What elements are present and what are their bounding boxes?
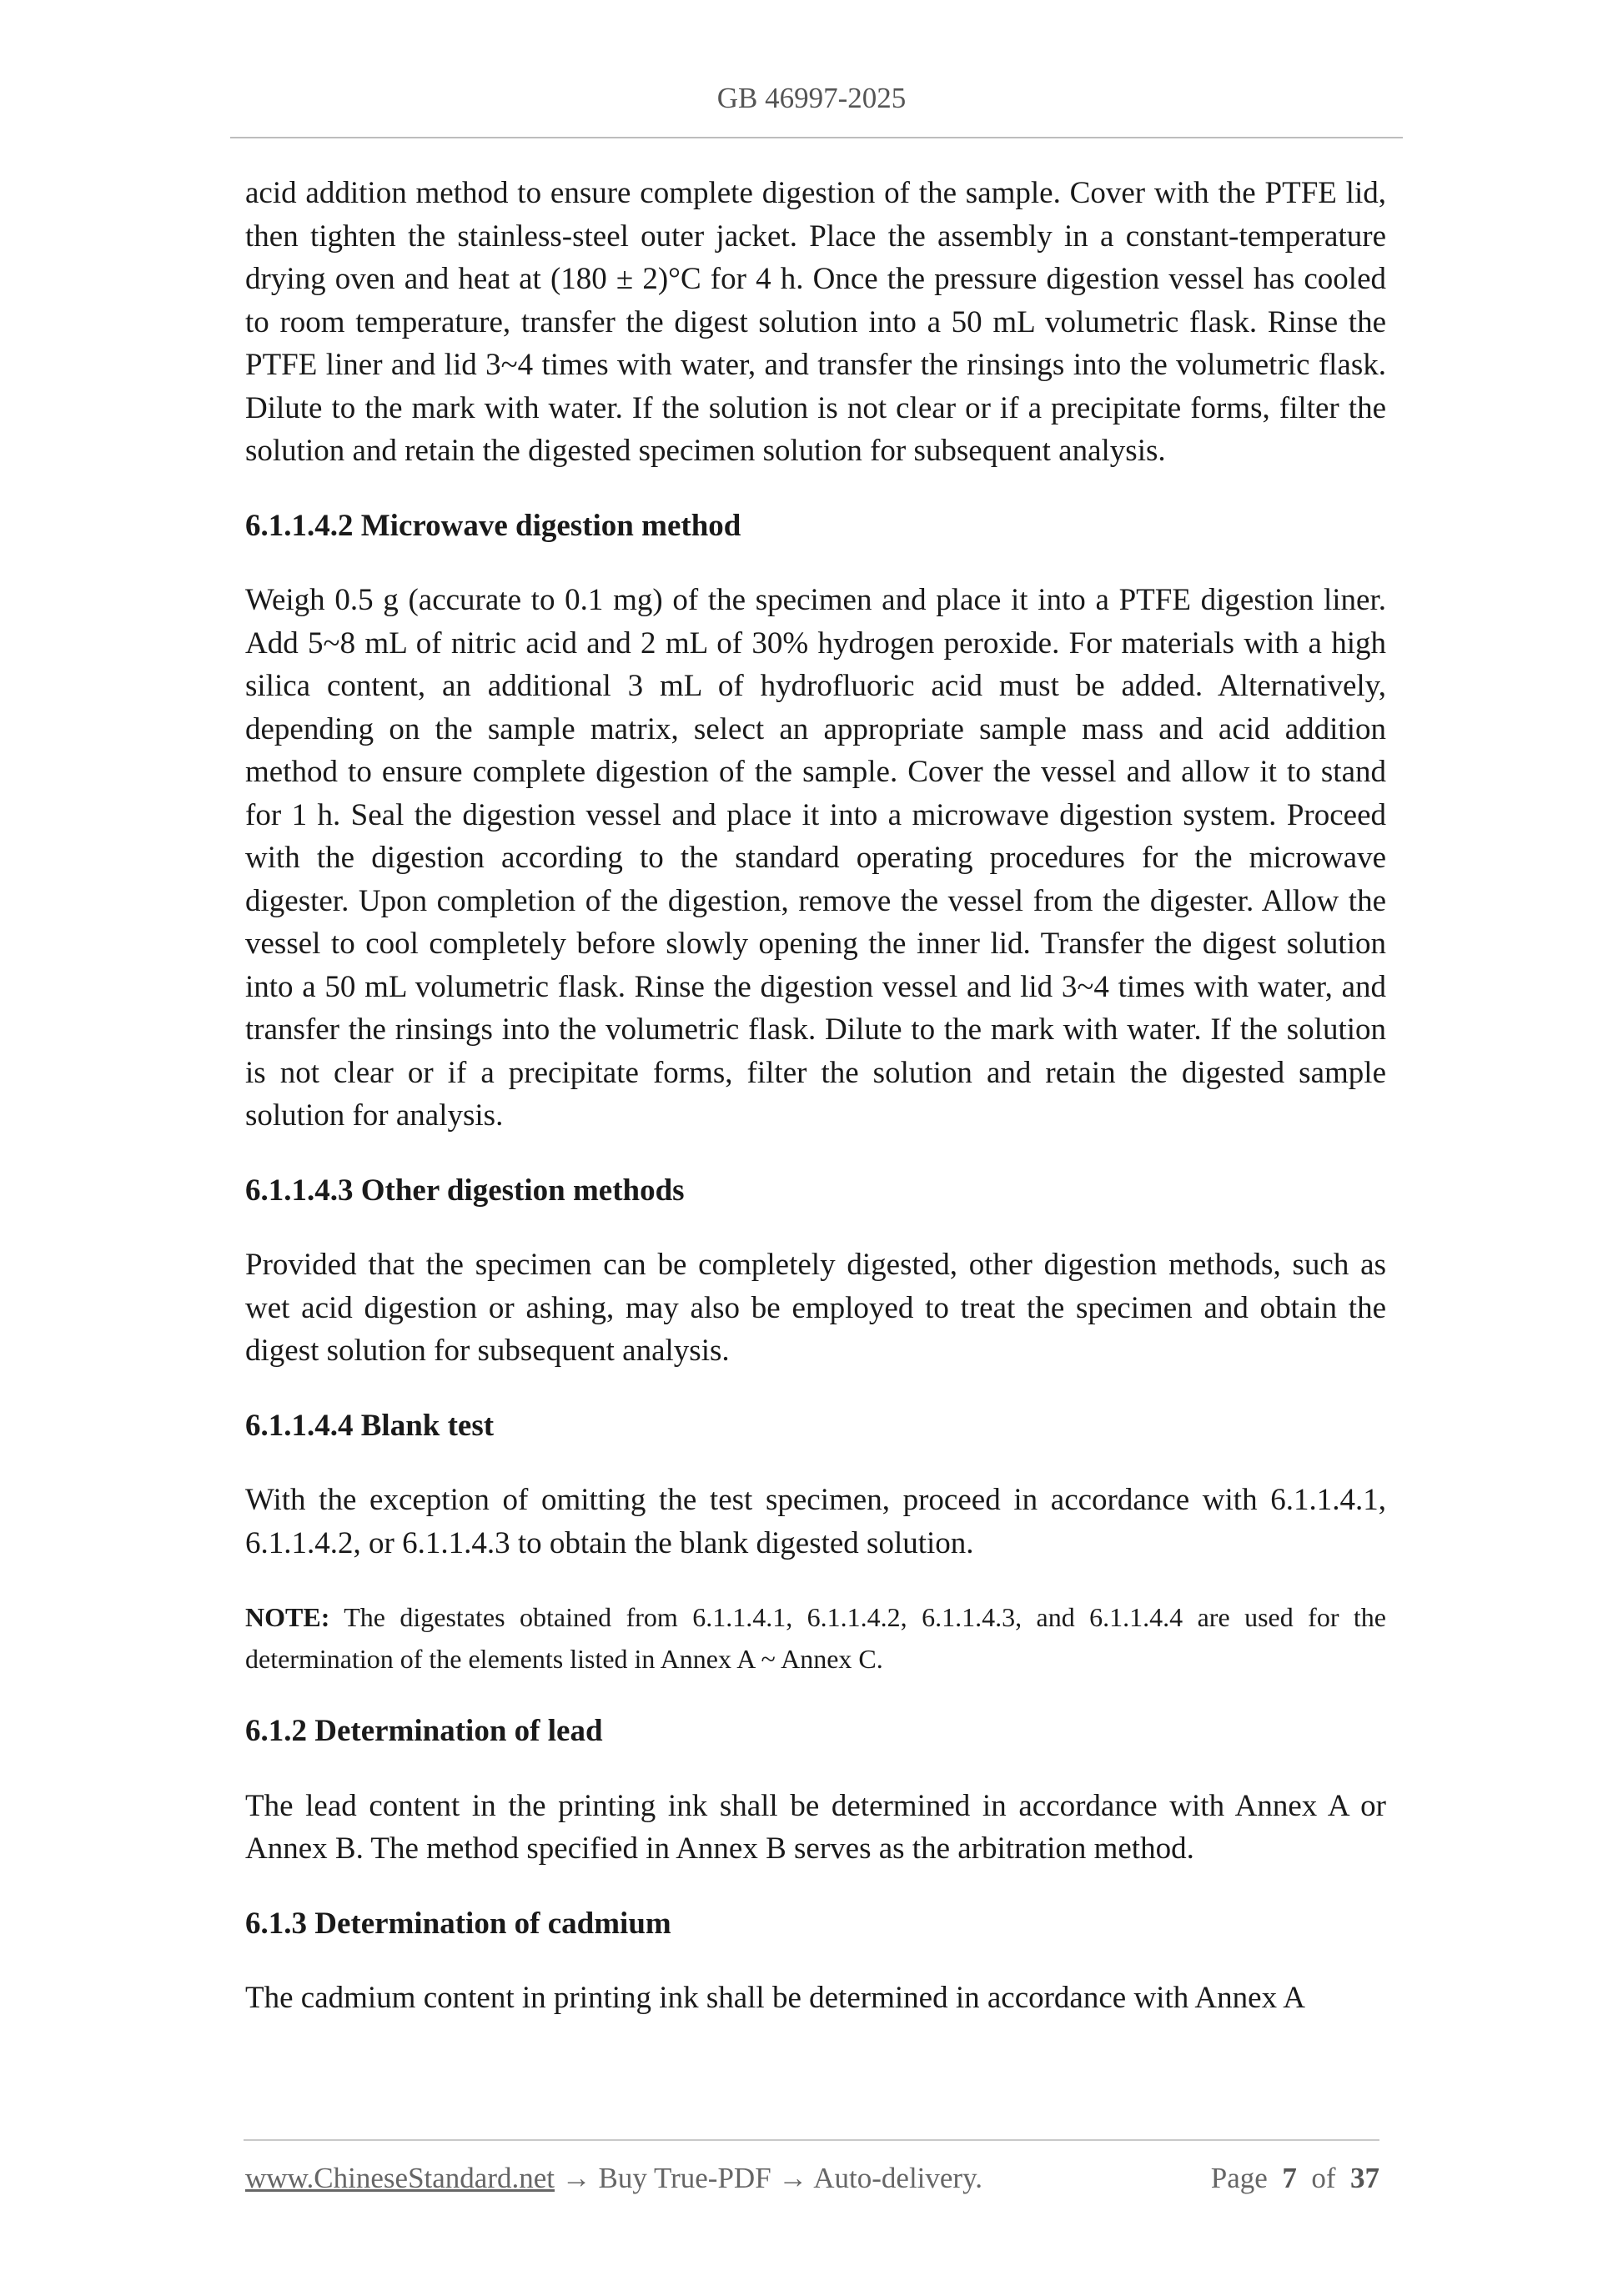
page-current: 7 (1282, 2162, 1297, 2194)
paragraph-lead: The lead content in the printing ink shall be determined in accordance with Annex A or Annex B. The method specified in Annex B serves as the arbitration method. (245, 1788, 1386, 1866)
document-code: GB 46997-2025 (716, 82, 907, 114)
paragraph-blank-test: With the exception of omitting the test specimen, proceed in accordance with 6.1.1.4.1, 6.1.1.4.2, or 6.1.1.4.3 to obtain the blank digested solution. (245, 1483, 1386, 1560)
paragraph-cadmium: The cadmium content in printing ink shall be determined in accordance with Annex A (245, 1981, 1306, 2015)
note-label: NOTE: (245, 1602, 330, 1632)
paragraph-pressure-digestion-cont: acid addition method to ensure complete digestion of the sample. Cover with the PTFE lid, then tighten the stainless-steel outer jacket. Place the assembly in a constant-temperature drying oven and heat at (180 ± 2)°C for 4 h. Once the pressure digestion vessel has cooled to room temperature, transfer the digest solution into a 50 mL volumetric flask. Rinse the PTFE liner and lid 3~4 times with water, and transfer the rinsings into the volumetric flask. Dilute to the mark with water. If the solution is not clear or if a precipitate forms, filter the solution and retain the digested specimen solution for subsequent analysis. (245, 176, 1386, 468)
buy-pdf-text: Buy True-PDF (598, 2162, 771, 2194)
site-link[interactable]: www.ChineseStandard.net (245, 2162, 555, 2194)
footer-divider (244, 2139, 1379, 2141)
auto-delivery-text: Auto-delivery. (813, 2162, 983, 2194)
header-divider (230, 137, 1403, 138)
page-label: Page (1210, 2162, 1268, 2194)
heading-microwave-digestion: 6.1.1.4.2 Microwave digestion method (245, 508, 741, 543)
page-of: of (1311, 2162, 1336, 2194)
footer-promo (245, 2158, 982, 2198)
arrow-icon: → (778, 2162, 808, 2194)
arrow-icon: → (561, 2162, 591, 2194)
note-text: The digestates obtained from 6.1.1.4.1, 6.1.1.4.2, 6.1.1.4.3, and 6.1.1.4.4 are used for the determination of the elements listed in Annex A ~ Annex C. (245, 1602, 1387, 1674)
page-total: 37 (1350, 2162, 1379, 2194)
page-content (245, 172, 1386, 2020)
heading-blank-test: 6.1.1.4.4 Blank test (245, 1408, 495, 1443)
heading-other-digestion: 6.1.1.4.3 Other digestion methods (245, 1173, 685, 1208)
page-footer (245, 2158, 1379, 2198)
paragraph-microwave-digestion: Weigh 0.5 g (accurate to 0.1 mg) of the specimen and place it into a PTFE digestion liner. Add 5~8 mL of nitric acid and 2 mL of 30% hydrogen peroxide. For materials with a high silica content, an additional 3 mL of hydrofluoric acid must be added. Alternatively, depending on the sample matrix, select an appropriate sample mass and acid addition method to ensure complete digestion of the sample. Cover the vessel and allow it to stand for 1 h. Seal the digestion vessel and place it into a microwave digestion system. Proceed with the digestion according to the standard operating procedures for the microwave digester. Upon completion of the digestion, remove the vessel from the digester. Allow the vessel to cool completely before slowly opening the inner lid. Transfer the digest solution into a 50 mL volumetric flask. Rinse the digestion vessel and lid 3~4 times with water, and transfer the rinsings into the volumetric flask. Dilute to the mark with water. If the solution is not clear or if a precipitate forms, filter the solution and retain the digested sample solution for analysis. (245, 583, 1386, 1133)
note (245, 1596, 1386, 1680)
heading-cadmium: 6.1.3 Determination of cadmium (245, 1906, 671, 1941)
heading-lead: 6.1.2 Determination of lead (245, 1714, 603, 1748)
paragraph-other-digestion: Provided that the specimen can be completely digested, other digestion methods, such as wet acid digestion or ashing, may also be employed to treat the specimen and obtain the digest solution for subsequent analysis. (245, 1248, 1386, 1368)
page-number (1211, 2158, 1379, 2198)
